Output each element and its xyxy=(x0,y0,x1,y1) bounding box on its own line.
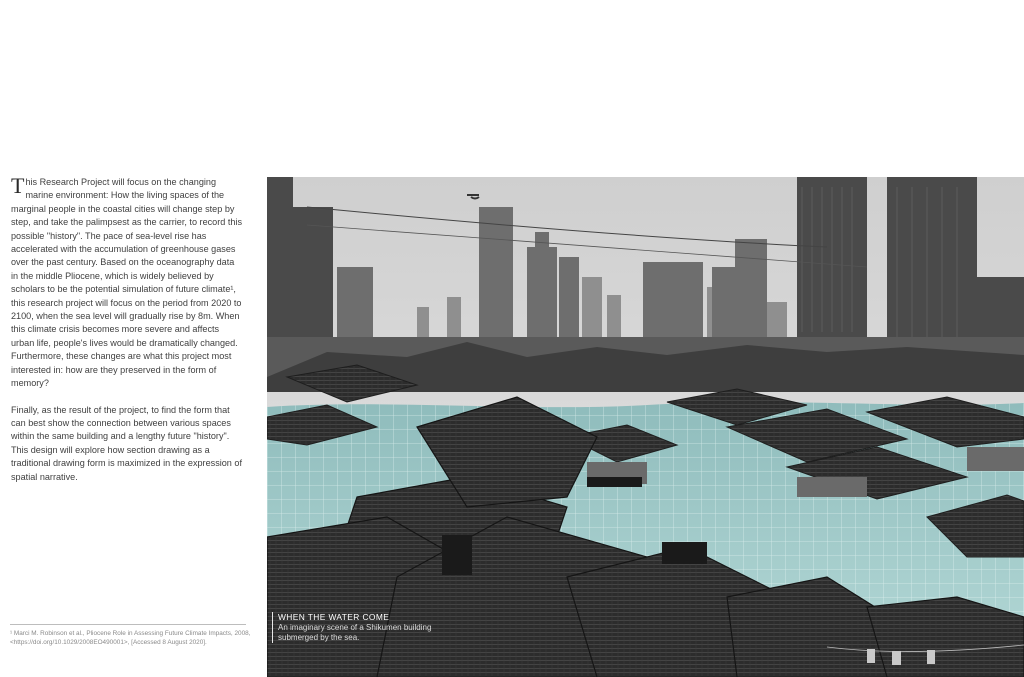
footnote-divider xyxy=(10,624,246,625)
footnote: ¹ Marci M. Robinson et al., Pliocene Role in Assessing Future Climate Impacts, 2008, <https://doi.org/10.1029/2008EO490001>, [Accessed 8 August 2020]. xyxy=(10,630,251,646)
dropcap: T xyxy=(11,173,25,198)
paragraph-2: Finally, as the result of the project, to find the form that can best show the connection between various spaces within the same building and a lengthy future "history". This design will explore how section drawing as a traditional drawing form is maximized in the expression of spatial narrative. xyxy=(11,404,242,482)
paragraph-1 xyxy=(11,173,243,391)
figure-caption xyxy=(272,612,468,643)
caption-subtitle: An imaginary scene of a Shikumen building submerged by the sea. xyxy=(278,623,432,642)
flooded-city-image xyxy=(267,177,1024,677)
paragraph-1-text: his Research Project will focus on the changing marine environment: How the living spaces of the marginal people in the coastal cities will change step by step, and take the palimpsest as the carrier, to record this possible "history". The pace of sea-level rise has accelerated with the accumulation of greenhouse gases over the past century. Based on the oceanography data in the middle Pliocene, which is widely believed by scholars to be the potential simulation of future climate¹, this research project will focus on the period from 2020 to 2100, when the sea level will gradually rise by 8m. When this climate crisis becomes more severe and affects urban life, people's lives would be dramatically changed. Furthermore, these changes are what this project most interested in: how are they preserved in the form of memory? xyxy=(11,177,242,389)
caption-title: WHEN THE WATER COME xyxy=(278,612,390,622)
body-text xyxy=(11,173,243,497)
